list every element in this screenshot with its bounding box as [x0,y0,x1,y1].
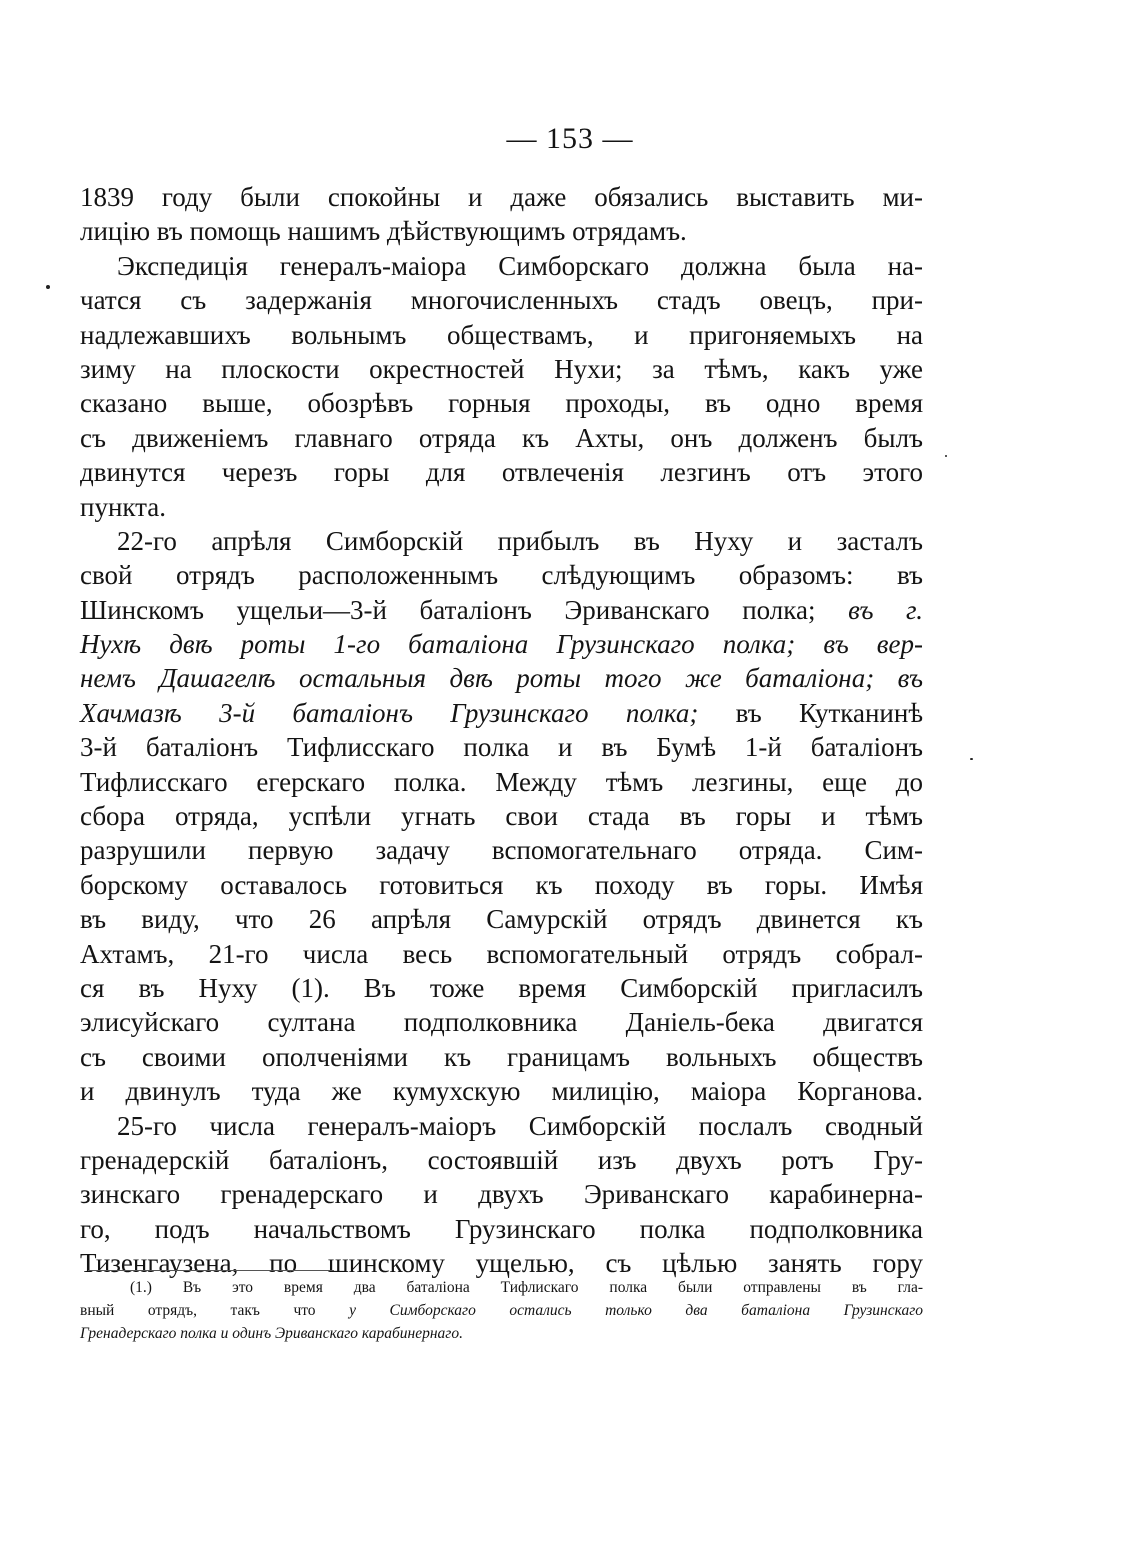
body-text [80,180,923,1281]
text-line: элисуйскаго султана подполковника Даніель-бека двигатся [80,1007,923,1038]
text-line: 3-й баталіонъ Тифлисскаго полка и въ Бумѣ 1-й баталіонъ [80,732,923,763]
footnote-line: (1.) Въ это время два баталіона Тифлискаго полка были отправлены въ гла- [130,1279,923,1296]
italic-segment: въ г. [848,594,923,625]
page-number: — 153 — [506,122,634,155]
text-line: въ виду, что 26 апрѣля Самурскій отрядъ двинется къ [80,904,923,935]
text-line: сказано выше, обозрѣвъ горныя проходы, въ одно время [80,388,923,419]
scan-speck [945,455,947,457]
text-segment: въ Кутканинѣ [735,697,923,728]
text-line: свой отрядъ расположеннымъ слѣдующимъ образомъ: въ [80,560,923,591]
text-line: и двинулъ туда же кумухскую милицію, маіора Корганова. [80,1076,923,1107]
text-line: Тифлисскаго егерскаго полка. Между тѣмъ лезгины, еще до [80,766,923,797]
text-line: немъ Дашагелѣ остальныя двѣ роты того же баталіона; въ [80,663,923,694]
text-line: Тизенгаузена, по шинскому ущелью, съ цѣлью занять гору [80,1248,923,1279]
text-segment: Шинскомъ ущельи—3-й баталіонъ Эриванскаго полка; [80,594,816,625]
footnote-line [80,1299,923,1322]
footnote-line: Гренадерскаго полка и одинъ Эриванскаго карабинернаго. [80,1325,463,1342]
text-line: борскому оставалось готовиться къ походу въ горы. Имѣя [80,869,923,900]
text-line: съ движеніемъ главнаго отряда къ Ахты, онъ долженъ былъ [80,422,923,453]
text-line: пункта. [80,491,167,522]
scan-speck [970,758,973,760]
text-segment: вный отрядъ, такъ что [80,1302,316,1319]
text-line: двинутся черезъ горы для отвлеченія лезгинъ отъ этого [80,457,923,488]
text-line: сбора отряда, успѣли угнать свои стада въ горы и тѣмъ [80,801,923,832]
text-line: 25-го числа генералъ-маіоръ Симборскій послалъ сводный [117,1110,923,1141]
text-line: надлежавшихъ вольнымъ обществамъ, и пригоняемыхъ на [80,319,923,350]
text-line [80,593,923,627]
text-line: чатся съ задержанія многочисленныхъ стадъ овецъ, при- [80,285,923,316]
text-line: го, подъ начальствомъ Грузинскаго полка подполковника [80,1213,923,1244]
footnote [80,1276,923,1345]
text-line: зинскаго гренадерскаго и двухъ Эриванскаго карабинерна- [80,1179,923,1210]
footnote-rule [88,1270,334,1271]
text-line: лицію въ помощь нашимъ дѣйствующимъ отрядамъ. [80,216,687,247]
text-line: Экспедиція генералъ-маіора Симборскаго должна была на- [117,250,923,281]
text-line: Нухѣ двѣ роты 1-го баталіона Грузинскаго полка; въ вер- [80,629,923,660]
text-line: разрушили первую задачу вспомогательнаго отряда. Сим- [80,835,923,866]
text-line: Ахтамъ, 21-го числа весь вспомогательный отрядъ собрал- [80,938,923,969]
text-line: зиму на плоскости окрестностей Нухи; за тѣмъ, какъ уже [80,353,923,384]
text-line: съ своими ополченіями къ границамъ вольныхъ обществъ [80,1041,923,1072]
text-line: ся въ Нуху (1). Въ тоже время Симборскій пригласилъ [80,972,923,1003]
text-line: 1839 году были спокойны и даже обязались выставить ми- [80,182,923,212]
text-line: гренадерскій баталіонъ, состоявшій изъ двухъ ротъ Гру- [80,1144,923,1175]
italic-segment: Хачмазѣ 3-й баталіонъ Грузинскаго полка; [80,697,699,728]
text-line: 22-го апрѣля Симборскій прибылъ въ Нуху и засталъ [117,525,923,556]
text-line [80,696,923,730]
scan-speck [46,285,50,289]
italic-segment: у Симборскаго остались только два баталіона Грузинскаго [349,1302,923,1319]
